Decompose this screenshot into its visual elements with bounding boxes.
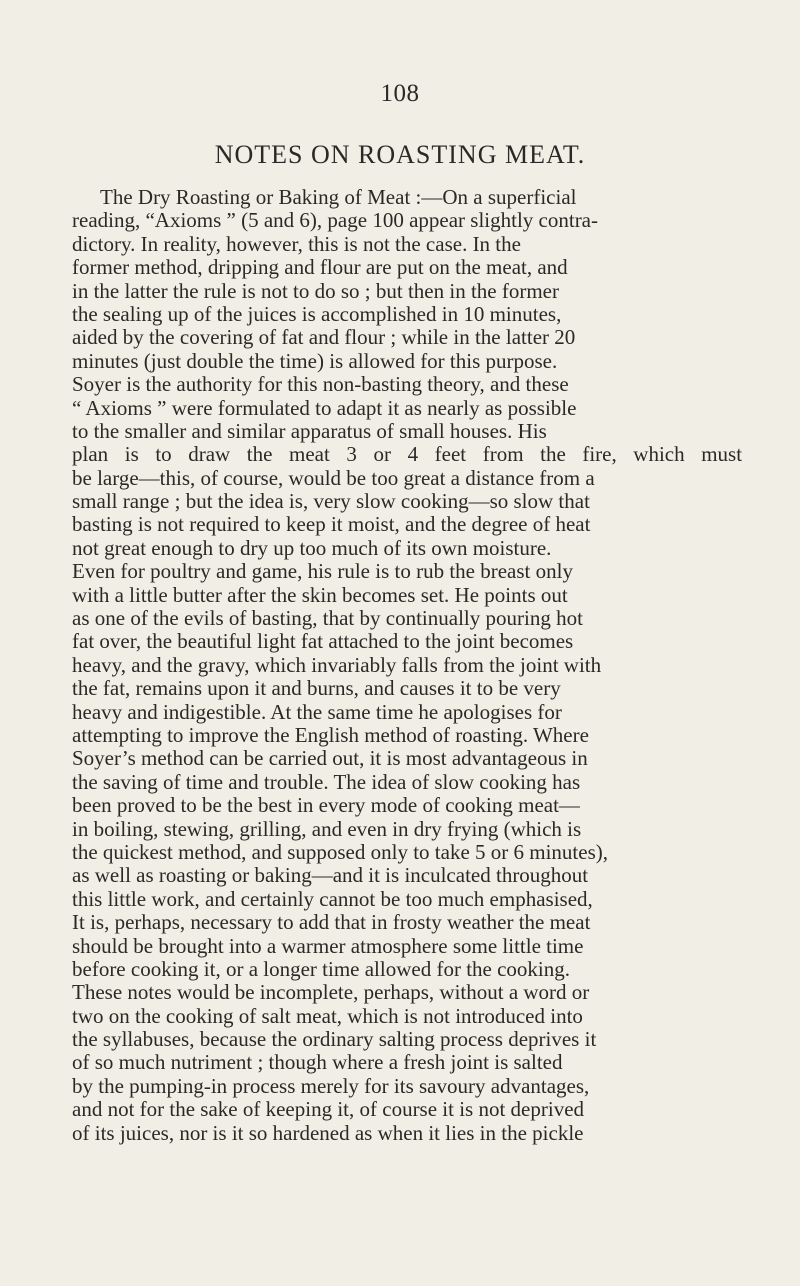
text-line: the syllabuses, because the ordinary salting process deprives it xyxy=(72,1027,597,1052)
text-line: basting is not required to keep it moist, and the degree of heat xyxy=(72,512,591,537)
text-line: reading, “Axioms ” (5 and 6), page 100 appear slightly contra- xyxy=(72,208,598,233)
text-line: heavy and indigestible. At the same time he apologises for xyxy=(72,699,562,724)
text-line: as well as roasting or baking—and it is inculcated throughout xyxy=(72,863,589,888)
body-text xyxy=(72,186,742,1145)
text-line: before cooking it, or a longer time allowed for the cooking. xyxy=(72,956,571,981)
text-line: plan is to draw the meat 3 or 4 feet from the fire, which must xyxy=(72,442,743,467)
text-line: in boiling, stewing, grilling, and even in dry frying (which is xyxy=(72,816,582,841)
text-line: fat over, the beautiful light fat attached to the joint becomes xyxy=(72,629,574,654)
text-line: small range ; but the idea is, very slow cooking—so slow that xyxy=(72,489,590,514)
text-line: not great enough to dry up too much of its own moisture. xyxy=(72,535,552,560)
text-line: with a little butter after the skin becomes set. He points out xyxy=(72,582,568,607)
text-line: the sealing up of the juices is accomplished in 10 minutes, xyxy=(72,301,562,326)
text-line: heavy, and the gravy, which invariably falls from the joint with xyxy=(72,652,602,677)
text-line: as one of the evils of basting, that by continually pouring hot xyxy=(72,606,583,631)
text-line: the fat, remains upon it and burns, and causes it to be very xyxy=(72,676,561,701)
text-line: aided by the covering of fat and flour ; while in the latter 20 xyxy=(72,325,576,350)
text-line: of so much nutriment ; though where a fresh joint is salted xyxy=(72,1050,563,1075)
text-line: Soyer’s method can be carried out, it is most advantageous in xyxy=(72,746,588,771)
text-line: attempting to improve the English method of roasting. Where xyxy=(72,722,589,747)
text-line: the quickest method, and supposed only to take 5 or 6 minutes), xyxy=(72,839,608,864)
text-line: the saving of time and trouble. The idea of slow cooking has xyxy=(72,769,581,794)
text-line: Even for poultry and game, his rule is to rub the breast only xyxy=(72,559,573,584)
text-line: It is, perhaps, necessary to add that in frosty weather the meat xyxy=(72,910,591,935)
text-line: former method, dripping and flour are put on the meat, and xyxy=(72,255,568,280)
text-line: Soyer is the authority for this non-basting theory, and these xyxy=(72,372,569,397)
text-line: been proved to be the best in every mode of cooking meat— xyxy=(72,793,580,818)
text-line: minutes (just double the time) is allowed for this purpose. xyxy=(72,348,558,373)
text-line: to the smaller and similar apparatus of small houses. His xyxy=(72,418,547,443)
text-line: dictory. In reality, however, this is not the case. In the xyxy=(72,231,521,256)
text-line: this little work, and certainly cannot be too much emphasised, xyxy=(72,886,593,911)
text-line: “ Axioms ” were formulated to adapt it as nearly as possible xyxy=(72,395,577,420)
text-line: be large—this, of course, would be too great a distance from a xyxy=(72,465,595,490)
page-heading: NOTES ON ROASTING MEAT. xyxy=(214,140,586,169)
text-line: and not for the sake of keeping it, of course it is not deprived xyxy=(72,1097,585,1122)
text-line: The Dry Roasting or Baking of Meat :—On a superficial xyxy=(100,185,577,209)
text-line: should be brought into a warmer atmosphere some little time xyxy=(72,933,584,958)
text-line: in the latter the rule is not to do so ; but then in the former xyxy=(72,278,559,303)
text-line: two on the cooking of salt meat, which is not introduced into xyxy=(72,1003,583,1028)
page-number: 108 xyxy=(380,80,420,107)
text-line: by the pumping-in process merely for its savoury advantages, xyxy=(72,1073,590,1098)
text-line: These notes would be incomplete, perhaps, without a word or xyxy=(72,980,590,1005)
text-line: of its juices, nor is it so hardened as when it lies in the pickle xyxy=(72,1120,584,1145)
